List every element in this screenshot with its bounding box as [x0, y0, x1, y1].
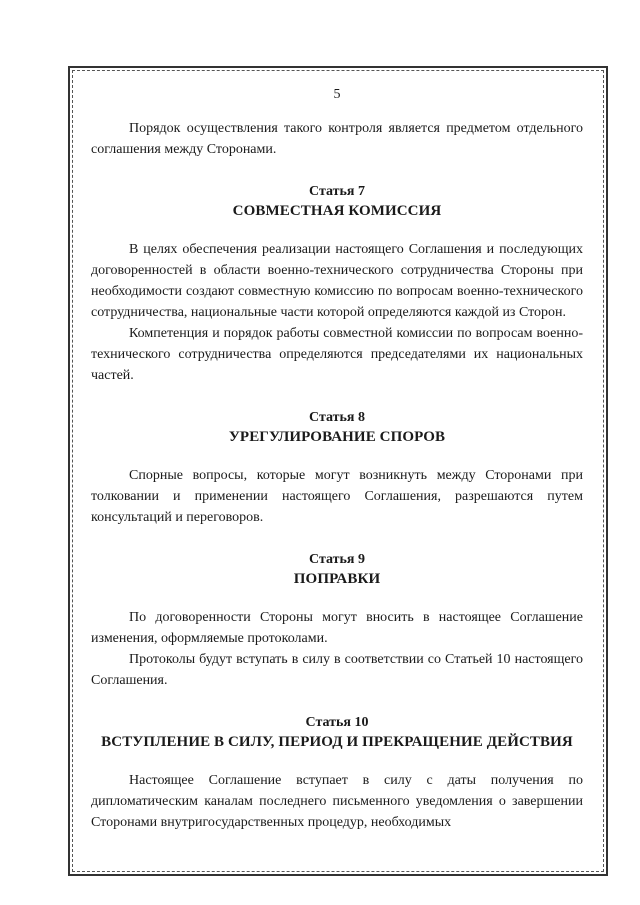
article-10-paragraph-1: Настоящее Соглашение вступает в силу с даты получения по дипломатическим каналам последнего письменного уведомления о завершении Сторонами внутригосударственных процедур, необходимых: [91, 773, 583, 830]
article-8-title: УРЕГУЛИРОВАНИЕ СПОРОВ: [228, 429, 446, 445]
document-body: [91, 86, 583, 833]
article-9-title: ПОПРАВКИ: [293, 571, 381, 587]
article-7-paragraph-1: В целях обеспечения реализации настоящего Соглашения и последующих договоренностей в области военно-технического сотрудничества Стороны при необходимости создают совместную комиссию по вопросам военно-технического сотрудничества, национальные части которой определяются каждой из Сторон.: [91, 242, 583, 320]
article-8-number: Статья 8: [309, 410, 365, 425]
article-10-number: Статья 10: [305, 715, 369, 730]
article-8-paragraph-1: Спорные вопросы, которые могут возникнуть между Сторонами при толковании и применении настоящего Соглашения, разрешаются путем консультаций и переговоров.: [91, 468, 583, 525]
intro-paragraph: Порядок осуществления такого контроля является предметом отдельного соглашения между Сторонами.: [91, 121, 583, 157]
article-10-title: ВСТУПЛЕНИЕ В СИЛУ, ПЕРИОД И ПРЕКРАЩЕНИЕ ДЕЙСТВИЯ: [101, 734, 573, 750]
article-9-number: Статья 9: [309, 552, 365, 567]
page-number: 5: [333, 87, 341, 102]
article-9-paragraph-1: По договоренности Стороны могут вносить в настоящее Соглашение изменения, оформляемые протоколами.: [91, 610, 583, 646]
article-7-paragraph-2: Компетенция и порядок работы совместной комиссии по вопросам военно-технического сотрудничества определяются председателями их национальных частей.: [91, 326, 583, 383]
article-9-paragraph-2: Протоколы будут вступать в силу в соответствии со Статьей 10 настоящего Соглашения.: [91, 652, 583, 688]
article-7-number: Статья 7: [309, 184, 365, 199]
article-7-title: СОВМЕСТНАЯ КОМИССИЯ: [232, 203, 442, 219]
